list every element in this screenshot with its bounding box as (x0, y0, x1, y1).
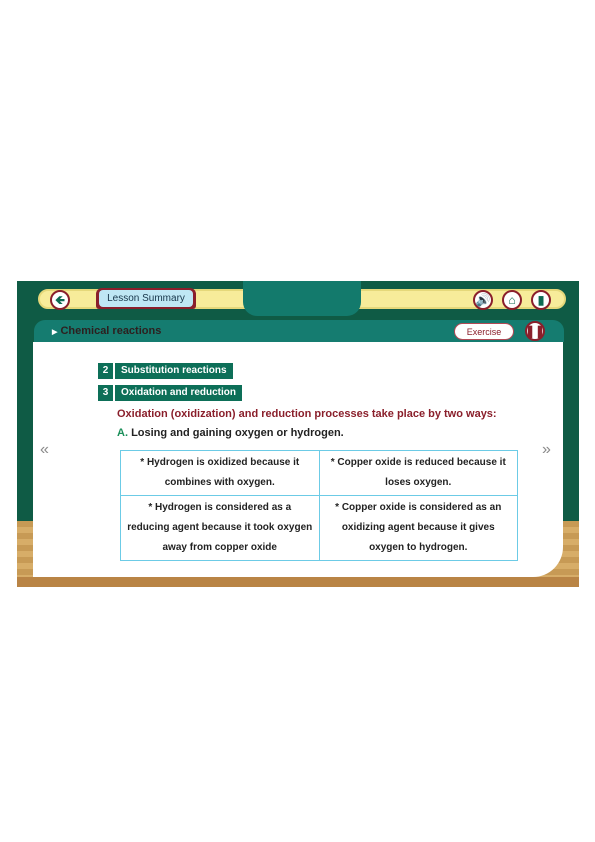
comparison-table (120, 450, 518, 561)
table-row (121, 496, 518, 561)
section-title (52, 320, 161, 344)
home-icon: ⌂ (508, 293, 516, 307)
section-number: 2 (98, 363, 113, 379)
table-cell: * Copper oxide is reduced because it loses oxygen. (319, 451, 518, 496)
play-triangle-icon: ▶ (52, 329, 58, 336)
speaker-icon: 🔊 (475, 293, 491, 307)
intro-text: Oxidation (oxidization) and reduction processes take place by two ways: (117, 408, 497, 420)
exit-button[interactable] (531, 290, 551, 310)
section-title-text: Chemical reactions (60, 325, 162, 337)
lesson-summary-tab[interactable] (96, 288, 196, 309)
section-item-oxidation[interactable] (98, 385, 242, 401)
pause-button[interactable] (525, 321, 545, 341)
pause-icon: ❚❚ (524, 324, 546, 338)
previous-page-arrow[interactable]: « (40, 441, 49, 458)
next-page-arrow[interactable]: » (542, 441, 551, 458)
section-item-substitution[interactable] (98, 363, 233, 379)
point-a-letter: A. (117, 427, 128, 439)
point-a (117, 427, 344, 439)
lesson-summary-label: Lesson Summary (99, 290, 193, 307)
section-number: 3 (98, 385, 113, 401)
table-cell: * Hydrogen is considered as a reducing agent because it took oxygen away from copper oxide (121, 496, 320, 561)
table-row (121, 451, 518, 496)
sound-button[interactable] (473, 290, 493, 310)
floor-edge (17, 577, 579, 587)
center-tab (243, 281, 361, 316)
home-button[interactable] (502, 290, 522, 310)
table-cell: * Copper oxide is considered as an oxidizing agent because it gives oxygen to hydrogen. (319, 496, 518, 561)
exercise-button[interactable]: Exercise (454, 323, 514, 340)
section-label: Substitution reactions (115, 363, 233, 379)
point-a-text: Losing and gaining oxygen or hydrogen. (131, 427, 344, 439)
arrow-left-icon: 🡸 (55, 293, 65, 307)
section-label: Oxidation and reduction (115, 385, 242, 401)
table-cell: * Hydrogen is oxidized because it combines with oxygen. (121, 451, 320, 496)
exit-door-icon: ▮ (537, 293, 545, 307)
back-button[interactable] (50, 290, 70, 310)
